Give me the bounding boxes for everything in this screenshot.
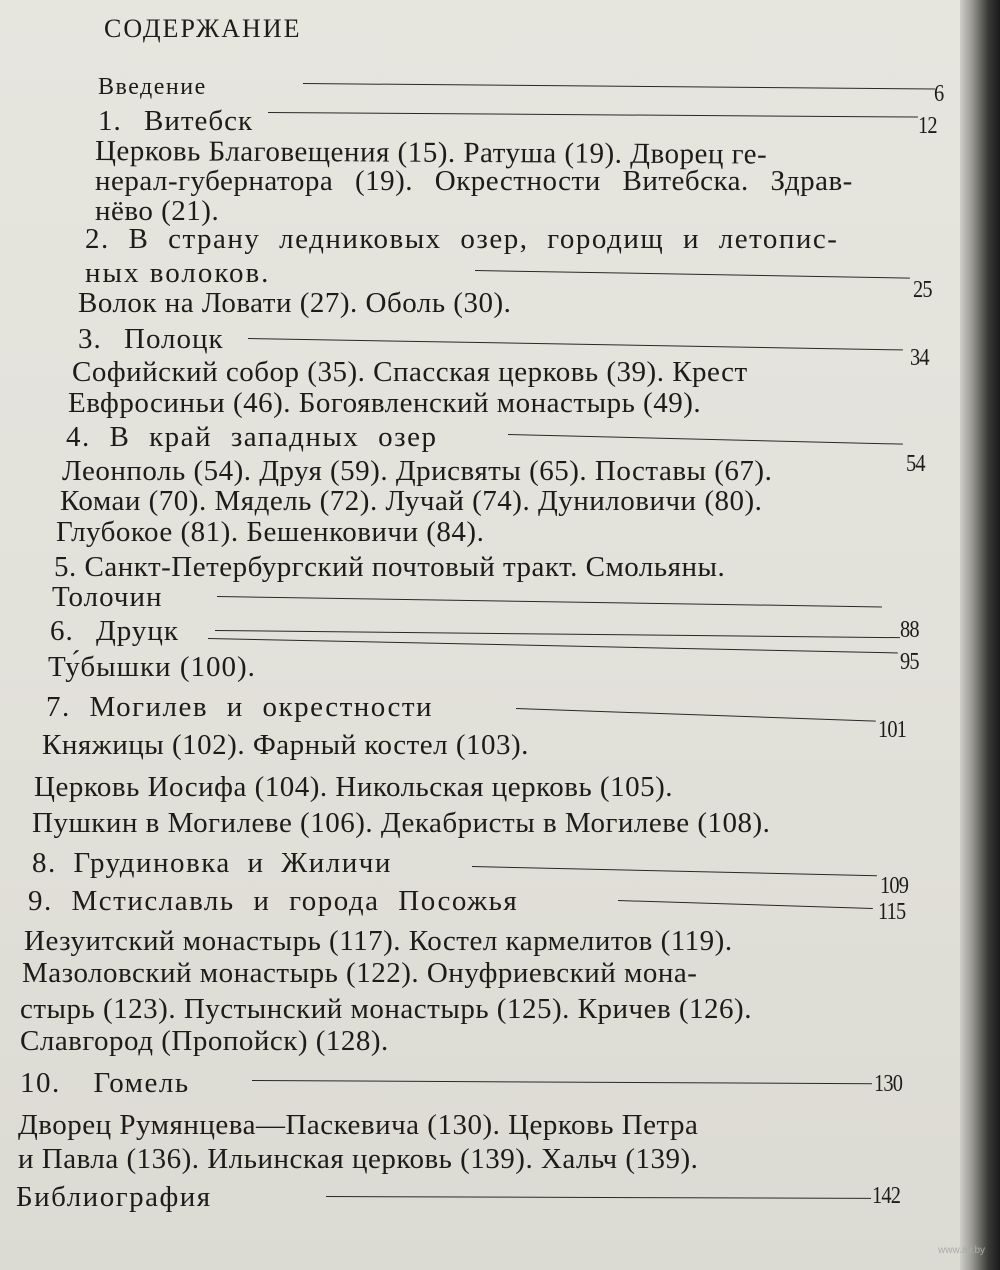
- page-number: 54: [906, 451, 925, 477]
- toc-entry-ch2-title: 2. В страну ледниковых озер, городищ и летопис-: [85, 223, 839, 255]
- leader-rule: [326, 1196, 871, 1199]
- page-number: 25: [913, 277, 932, 303]
- toc-sub-line: Пушкин в Могилеве (106). Декабристы в Могилеве (108).: [32, 807, 771, 839]
- page-number: 115: [878, 899, 906, 925]
- entry-title: 8. Грудиновка и Жиличи: [32, 847, 392, 879]
- toc-entry-ch9: [28, 884, 928, 924]
- leader-rule: [472, 866, 877, 876]
- leader-rule: [252, 1080, 872, 1084]
- toc-sub-line: Иезуитский монастырь (117). Костел кармелитов (119).: [24, 925, 733, 957]
- toc-entry-ch6-sub: [48, 650, 928, 690]
- toc-sub-line: Софийский собор (35). Спасская церковь (39). Крест: [72, 356, 748, 388]
- toc-entry-ch10: [20, 1066, 920, 1106]
- page-number: 109: [880, 873, 909, 899]
- toc-entry-ch5-title: 5. Санкт-Петербургский почтовый тракт. Смольяны.: [54, 551, 726, 583]
- watermark: www.ay.by: [938, 1245, 986, 1256]
- entry-title: Библиография: [16, 1181, 212, 1213]
- page-number: 142: [872, 1183, 901, 1209]
- entry-title: 3. Полоцк: [78, 323, 224, 355]
- page-number: 6: [934, 81, 944, 107]
- page-number: 101: [878, 717, 907, 743]
- leader-rule: [303, 83, 935, 90]
- page-edge-shadow: [960, 0, 1000, 1270]
- leader-rule: [248, 338, 903, 350]
- leader-rule: [268, 112, 918, 118]
- toc-entry-bibliography: [16, 1180, 916, 1220]
- toc-entry-ch8: [32, 846, 932, 899]
- toc-sub-line: Леонполь (54). Друя (59). Дрисвяты (65). Поставы (67).: [62, 455, 773, 487]
- entry-title: Ту́бышки (100).: [48, 651, 256, 683]
- page-number: 130: [874, 1071, 903, 1097]
- toc-heading: СОДЕРЖАНИЕ: [104, 14, 302, 43]
- page-number: 12: [918, 113, 937, 139]
- leader-rule: [475, 270, 910, 279]
- toc-sub-line: Комаи (70). Мядель (72). Лучай (74). Дуниловичи (80).: [60, 485, 763, 517]
- toc-sub-line: Славгород (Пропойск) (128).: [20, 1025, 389, 1057]
- leader-rule: [618, 900, 873, 909]
- toc-sub-line: Дворец Румянцева—Паскевича (130). Церковь Петра: [18, 1109, 699, 1141]
- leader-rule: [516, 708, 876, 722]
- entry-title: 7. Могилев и окрестности: [46, 691, 434, 723]
- toc-sub-line: Глубокое (81). Бешенковичи (84).: [56, 516, 485, 548]
- toc-entry-ch6: [50, 614, 930, 654]
- page-number: 95: [900, 649, 919, 675]
- entry-title: 4. В край западных озер: [66, 421, 438, 453]
- toc-sub-line: нерал-губернатора (19). Окрестности Витебска. Здрав-: [95, 165, 853, 197]
- entry-title: 10. Гомель: [20, 1067, 190, 1099]
- toc-sub-line: нёво (21).: [95, 195, 220, 227]
- entry-title: Толочин: [52, 581, 163, 613]
- toc-sub-line: Евфросиньи (46). Богоявленский монастырь (49).: [68, 387, 702, 419]
- toc-sub-line: Церковь Иосифа (104). Никольская церковь (105).: [34, 771, 673, 803]
- page-number: 34: [910, 345, 929, 371]
- toc-entry-ch7: [46, 690, 926, 743]
- toc-sub-line: Волок на Ловати (27). Оболь (30).: [78, 287, 512, 319]
- entry-title: 6. Друцк: [50, 615, 180, 647]
- leader-rule: [215, 630, 900, 638]
- entry-title: ных волоков.: [85, 257, 271, 289]
- toc-sub-line: Церковь Благовещения (15). Ратуша (19). Дворец ге-: [94, 135, 768, 171]
- toc-sub-line: стырь (123). Пустынский монастырь (125). Кричев (126).: [20, 993, 752, 1025]
- entry-title: 9. Мстиславль и города Посожья: [28, 885, 519, 917]
- leader-rule: [217, 596, 882, 607]
- toc-sub-line: и Павла (136). Ильинская церковь (139). Хальч (139).: [18, 1143, 699, 1175]
- leader-rule: [508, 434, 903, 445]
- entry-title: 1. Витебск: [98, 105, 254, 137]
- toc-sub-line: Княжицы (102). Фарный костел (103).: [42, 729, 529, 761]
- entry-title: Введение: [98, 74, 207, 100]
- toc-sub-line: Мазоловский монастырь (122). Онуфриевский мона-: [22, 957, 698, 989]
- page-number: 88: [900, 617, 919, 643]
